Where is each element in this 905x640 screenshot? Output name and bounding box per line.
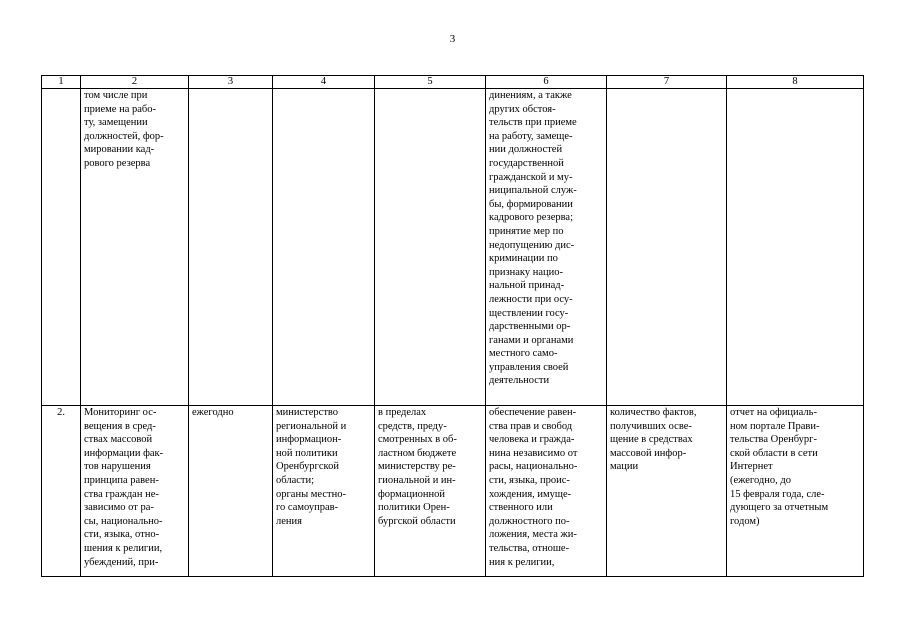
text-line: мировании кад- bbox=[84, 144, 155, 156]
text-line: 15 февраля года, сле- bbox=[730, 488, 825, 500]
text-line: признаку нацио- bbox=[489, 266, 564, 278]
table-row bbox=[42, 89, 864, 406]
table-cell bbox=[189, 89, 273, 406]
text-line: бы, формировании bbox=[489, 198, 573, 210]
text-line: годом) bbox=[730, 515, 760, 527]
text-line: информацион- bbox=[276, 434, 342, 446]
text-line: ства граждан не- bbox=[84, 488, 159, 500]
text-line: тельства Оренбург- bbox=[730, 434, 817, 446]
text-line: тов нарушения bbox=[84, 461, 151, 473]
text-line: убеждений, при- bbox=[84, 556, 159, 568]
column-header: 2 bbox=[81, 76, 189, 89]
text-line: принципа равен- bbox=[84, 474, 159, 486]
text-line: ния к религии, bbox=[489, 556, 555, 568]
text-line: средств, преду- bbox=[378, 420, 447, 432]
text-line: шения к религии, bbox=[84, 542, 163, 554]
column-header: 4 bbox=[273, 76, 375, 89]
text-line: должностного по- bbox=[489, 515, 570, 527]
table-cell bbox=[273, 89, 375, 406]
column-header: 7 bbox=[607, 76, 727, 89]
table-cell bbox=[607, 89, 727, 406]
table-cell bbox=[375, 406, 486, 577]
table-cell bbox=[486, 89, 607, 406]
page-number: 3 bbox=[449, 33, 456, 45]
text-line: формационной bbox=[378, 488, 445, 500]
text-line: сти, языка, проис- bbox=[489, 474, 570, 486]
text-line: ства прав и свобод bbox=[489, 420, 573, 432]
text-line: других обстоя- bbox=[489, 103, 556, 115]
text-line: принятие мер по bbox=[489, 225, 564, 237]
text-line: на работу, замеще- bbox=[489, 130, 573, 142]
text-line: министерство bbox=[276, 407, 339, 418]
column-header: 5 bbox=[375, 76, 486, 89]
cell-text bbox=[84, 89, 185, 171]
text-line: деятельности bbox=[489, 375, 550, 387]
text-line: (ежегодно, до bbox=[730, 474, 791, 486]
text-line: массовой инфор- bbox=[610, 447, 687, 459]
text-line: недопущению дис- bbox=[489, 239, 575, 251]
text-line: региональной и bbox=[276, 420, 347, 432]
text-line: ской области в сети bbox=[730, 447, 818, 459]
text-line: дарственными ор- bbox=[489, 321, 571, 333]
text-line: государственной bbox=[489, 157, 564, 169]
text-line: бургской области bbox=[378, 515, 456, 527]
text-line: хождения, имуще- bbox=[489, 488, 572, 500]
cell-text bbox=[45, 406, 77, 420]
cell-text bbox=[489, 406, 603, 569]
text-line: ниципальной служ- bbox=[489, 185, 577, 197]
cell-text bbox=[489, 89, 603, 388]
table-cell bbox=[607, 406, 727, 577]
table-cell bbox=[42, 89, 81, 406]
table-body bbox=[42, 76, 864, 577]
column-header: 3 bbox=[189, 76, 273, 89]
text-line: гиональной и ин- bbox=[378, 474, 456, 486]
text-line: Мониторинг ос- bbox=[84, 407, 157, 418]
text-line: тельств при приеме bbox=[489, 117, 577, 129]
cell-text bbox=[192, 406, 269, 420]
cell-text bbox=[378, 406, 482, 528]
text-line: мации bbox=[610, 461, 639, 473]
table-cell bbox=[189, 406, 273, 577]
text-line: расы, национально- bbox=[489, 461, 578, 473]
text-line: рового резерва bbox=[84, 157, 151, 169]
table-cell bbox=[727, 406, 864, 577]
text-line: сти, языка, отно- bbox=[84, 529, 160, 541]
table-cell bbox=[42, 406, 81, 577]
text-line: го самоуправ- bbox=[276, 502, 339, 514]
cell-text bbox=[84, 406, 185, 569]
text-line: вещения в сред- bbox=[84, 420, 156, 432]
text-line: ствах массовой bbox=[84, 434, 153, 446]
text-line: управления своей bbox=[489, 361, 569, 373]
text-line: ной политики bbox=[276, 447, 338, 459]
text-line: органы местно- bbox=[276, 488, 346, 500]
text-line: нина независимо от bbox=[489, 447, 578, 459]
column-header: 6 bbox=[486, 76, 607, 89]
table-cell bbox=[727, 89, 864, 406]
document-table bbox=[41, 75, 864, 577]
text-line: нии должностей bbox=[489, 144, 563, 156]
text-line: смотренных в об- bbox=[378, 434, 457, 446]
text-line: информации фак- bbox=[84, 447, 164, 459]
text-line: политики Орен- bbox=[378, 502, 450, 514]
table-header-row bbox=[42, 76, 864, 89]
text-line: дующего за отчетным bbox=[730, 502, 829, 514]
text-line: в пределах bbox=[378, 407, 427, 418]
text-line: министерству ре- bbox=[378, 461, 456, 473]
text-line: ществлении госу- bbox=[489, 307, 569, 319]
table-row bbox=[42, 406, 864, 577]
text-line: количество фактов, bbox=[610, 407, 697, 418]
text-line: ежегодно bbox=[192, 407, 234, 418]
text-line: области; bbox=[276, 474, 315, 486]
text-line: ластном бюджете bbox=[378, 447, 457, 459]
text-line: зависимо от ра- bbox=[84, 502, 154, 514]
text-line: тельства, отноше- bbox=[489, 542, 570, 554]
text-line: ту, замещении bbox=[84, 117, 148, 129]
cell-text bbox=[730, 406, 860, 528]
text-line: сы, национально- bbox=[84, 515, 163, 527]
text-line: Интернет bbox=[730, 461, 773, 473]
text-line: том числе при bbox=[84, 90, 148, 101]
column-header: 1 bbox=[42, 76, 81, 89]
text-line: ственного или bbox=[489, 502, 553, 514]
text-line: обеспечение равен- bbox=[489, 407, 577, 418]
text-line: человека и гражда- bbox=[489, 434, 575, 446]
text-line: динениям, а также bbox=[489, 90, 572, 101]
text-line: приеме на рабо- bbox=[84, 103, 156, 115]
table-cell bbox=[375, 89, 486, 406]
text-line: гражданской и му- bbox=[489, 171, 573, 183]
table-cell bbox=[486, 406, 607, 577]
table-cell bbox=[81, 89, 189, 406]
text-line: должностей, фор- bbox=[84, 130, 164, 142]
text-line: получивших осве- bbox=[610, 420, 692, 432]
text-line: ления bbox=[276, 515, 302, 527]
text-line: лежности при осу- bbox=[489, 293, 573, 305]
text-line: отчет на официаль- bbox=[730, 407, 817, 418]
text-line: криминации по bbox=[489, 253, 558, 265]
cell-text bbox=[276, 406, 371, 528]
cell-text bbox=[610, 406, 723, 474]
text-line: ном портале Прави- bbox=[730, 420, 820, 432]
text-line: ложения, места жи- bbox=[489, 529, 577, 541]
text-line: местного само- bbox=[489, 348, 558, 360]
table-cell bbox=[273, 406, 375, 577]
text-line: кадрового резерва; bbox=[489, 212, 573, 224]
text-line: ганами и органами bbox=[489, 334, 574, 346]
text-line: нальной принад- bbox=[489, 280, 565, 292]
text-line: щение в средствах bbox=[610, 434, 693, 446]
column-header: 8 bbox=[727, 76, 864, 89]
table-cell bbox=[81, 406, 189, 577]
text-line: Оренбургской bbox=[276, 461, 339, 473]
text-line: 2. bbox=[57, 407, 65, 418]
